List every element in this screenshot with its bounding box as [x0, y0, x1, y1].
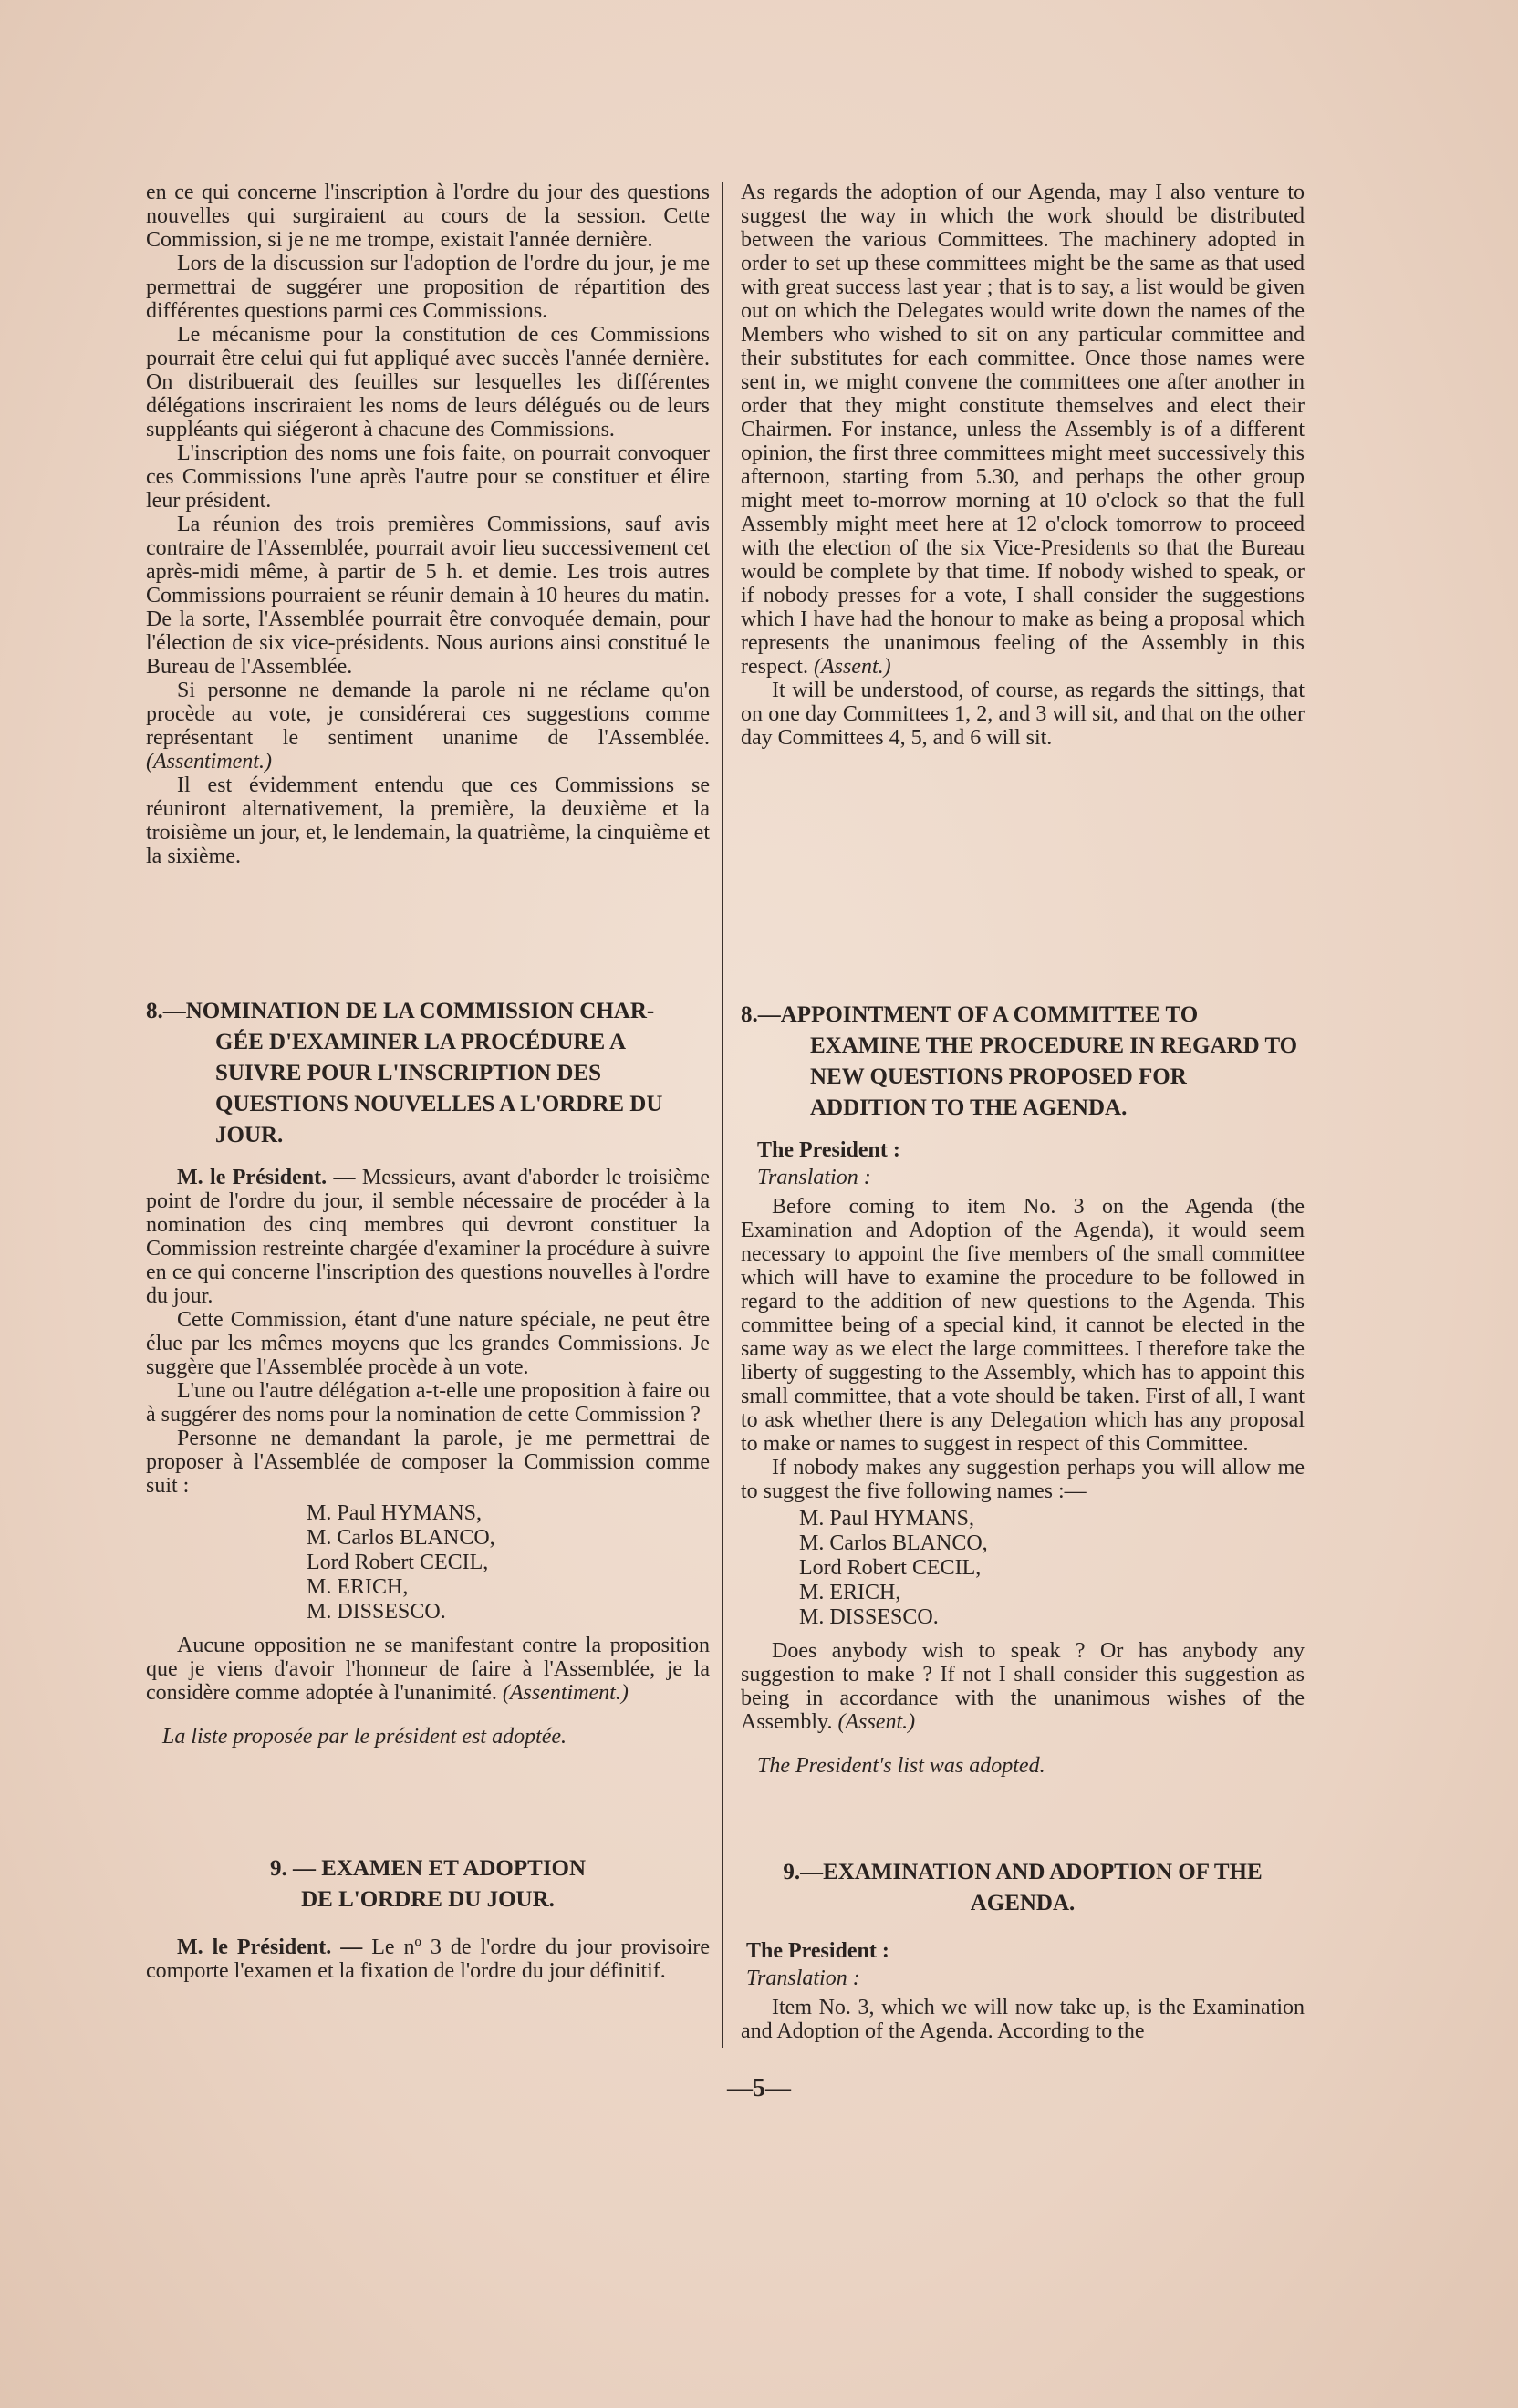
paragraph-text: Does anybody wish to speak ? Or has anybody any suggestion to make ? If not I shall consider this suggestion as being in accordance with the unanimous wishes of the Assembly.	[741, 1639, 1305, 1734]
page-number: —5—	[727, 2074, 791, 2102]
section-title-first: NOMINATION DE LA COMMISSION CHAR-	[185, 999, 655, 1023]
speaker-label: The President :	[746, 1939, 889, 1963]
paragraph: Le mécanisme pour la constitution de ces Commissions pourrait être celui qui fut appliqué avec succès l'année dernière. On distribuerait des feuilles sur lesquelles les différentes délégations inscriraient les noms de leurs délégués ou de leurs suppléants qui siégeront à chacune des Commissions.	[146, 323, 710, 441]
list-item: M. ERICH,	[307, 1575, 409, 1599]
paragraph	[146, 679, 710, 773]
english-section-9	[741, 1857, 1305, 2043]
section-title-line1: 9. — EXAMEN ET ADOPTION	[269, 1856, 587, 1881]
list-item: M. ERICH,	[799, 1581, 901, 1604]
speaker-label: M. le Président. —	[177, 1166, 356, 1189]
paragraph: Before coming to item No. 3 on the Agenda (the Examination and Adoption of the Agenda), it would seem necessary to appoint the five members of the small committee which will have to examine the procedure to be followed in regard to the addition of new questions to the Agenda. This committee being of a special kind, it cannot be elected in the same way as we elect the large committees. I therefore take the liberty of suggesting to the Assembly, which has to appoint this small committee, that a vote should be taken. First of all, I want to ask whether there is any Delegation which has any proposal to make or names to suggest in respect of this Committee.	[741, 1195, 1305, 1456]
speaker-label: The President :	[757, 1138, 900, 1162]
column-divider	[722, 182, 723, 2048]
list-adopted-note: La liste proposée par le président est adoptée.	[162, 1725, 567, 1749]
paragraph-text: Le nº 3 de l'ordre du jour provisoire comporte l'examen et la fixation de l'ordre du jour définitif.	[146, 1936, 710, 1983]
names-list	[146, 1501, 710, 1624]
english-section-8	[741, 1000, 1305, 1778]
paragraph: Il est évidemment entendu que ces Commissions se réuniront alternativement, la première, la deuxième et la troisième un jour, et, le lendemain, la quatrième, la cinquième et la sixième.	[146, 773, 710, 868]
assent-note: (Assent.)	[837, 1710, 916, 1734]
speaker-line	[741, 1939, 1305, 1963]
section-heading	[146, 996, 710, 1151]
list-item: Lord Robert CECIL,	[307, 1551, 489, 1574]
list-item: Lord Robert CECIL,	[799, 1556, 982, 1580]
french-section-8	[146, 996, 710, 1749]
paragraph: L'une ou l'autre délégation a-t-elle une proposition à faire ou à suggérer des noms pour la nomination de cette Commission ?	[146, 1379, 710, 1427]
paragraph	[741, 181, 1305, 679]
french-section-9	[146, 1853, 710, 1983]
assent-note: (Assentiment.)	[146, 750, 272, 773]
section-number: 8.—	[741, 1002, 781, 1027]
speaker-label: M. le Président. —	[177, 1936, 363, 1959]
list-item: M. Carlos BLANCO,	[799, 1531, 988, 1555]
paragraph: Personne ne demandant la parole, je me permettrai de proposer à l'Assemblée de composer la Commission comme suit :	[146, 1427, 710, 1498]
paragraph-text: Aucune opposition ne se manifestant contre la proposition que je viens d'avoir l'honneur de faire à l'Assemblée, je la considère comme adoptée à l'unanimité.	[146, 1634, 710, 1705]
list-item: M. DISSESCO.	[799, 1605, 939, 1629]
section-title-first: APPOINTMENT OF A COMMITTEE TO	[780, 1002, 1199, 1027]
paragraph	[741, 1639, 1305, 1734]
paragraph: If nobody makes any suggestion perhaps you will allow me to suggest the five following names :—	[741, 1456, 1305, 1503]
list-item: M. Paul HYMANS,	[799, 1507, 975, 1531]
paragraph: It will be understood, of course, as regards the sittings, that on one day Committees 1, 2, and 3 will sit, and that on the other day Committees 4, 5, and 6 will sit.	[741, 679, 1305, 750]
paragraph: en ce qui concerne l'inscription à l'ordre du jour des questions nouvelles qui surgiraient au cours de la session. Cette Commission, si je ne me trompe, existait l'année dernière.	[146, 181, 710, 252]
section-title-line2: DE L'ORDRE DU JOUR.	[301, 1887, 555, 1912]
paragraph: L'inscription des noms une fois faite, on pourrait convoquer ces Commissions l'une après l'autre pour se constituer et élire leur président.	[146, 441, 710, 513]
section-title-line2: AGENDA.	[970, 1891, 1076, 1915]
names-list	[741, 1507, 1305, 1630]
paragraph: Item No. 3, which we will now take up, is the Examination and Adoption of the Agenda. According to the	[741, 1996, 1305, 2043]
paragraph-text: As regards the adoption of our Agenda, may I also venture to suggest the way in which the work should be distributed between the various Committees. The machinery adopted in order to set up these committees might be the same as that used with great success last year ; that is to say, a list would be given out on which the Delegates would write down the names of the Members who wished to sit on any particular committee and their substitutes for each committee. Once those names were sent in, we might convene the committees one after another in order that they might constitute themselves and elect their Chairmen. For instance, unless the Assembly is of a different opinion, the first three committees might meet successively this afternoon, starting from 5.30, and perhaps the other group might meet to-morrow morning at 10 o'clock so that the full Assembly might meet here at 12 o'clock tomorrow to proceed with the election of the six Vice-Presidents so that the Bureau would be complete by that time. If nobody wished to speak, or if nobody presses for a vote, I shall consider the suggestions which I have had the honour to make as being a proposal which represents the unanimous feeling of the Assembly in this respect.	[741, 181, 1305, 679]
translation-label: Translation :	[757, 1166, 871, 1189]
list-item: M. Paul HYMANS,	[307, 1501, 483, 1525]
list-item: M. DISSESCO.	[307, 1600, 446, 1624]
paragraph	[146, 1936, 710, 1983]
paragraph: La réunion des trois premières Commissions, sauf avis contraire de l'Assemblée, pourrait avoir lieu successivement cet après-midi même, à partir de 5 h. et demie. Les trois autres Commissions pourraient se réunir demain à 10 heures du matin. De la sorte, l'Assemblée pourrait être convoquée demain, pour l'élection de six vice-présidents. Nous aurions ainsi constitué le Bureau de l'Assemblée.	[146, 513, 710, 679]
list-adopted-note: The President's list was adopted.	[757, 1754, 1045, 1778]
speaker-line	[741, 1138, 1305, 1162]
paragraph: Cette Commission, étant d'une nature spéciale, ne peut être élue par les mêmes moyens que les grandes Commissions. Je suggère que l'Assemblée procède à un vote.	[146, 1308, 710, 1379]
assent-note: (Assent.)	[813, 655, 891, 679]
list-item: M. Carlos BLANCO,	[307, 1526, 495, 1550]
french-intro	[146, 181, 710, 868]
paragraph-text: Si personne ne demande la parole ni ne réclame qu'on procède au vote, je considérerai ces suggestions comme représentant le sentiment unanime de l'Assemblée.	[146, 679, 710, 750]
paragraph	[146, 1166, 710, 1308]
assent-note: (Assentiment.)	[502, 1681, 629, 1705]
section-heading	[741, 1000, 1305, 1124]
paragraph	[146, 1634, 710, 1705]
section-number: 8.—	[146, 999, 186, 1023]
section-title-rest: GÉE D'EXAMINER LA PROCÉDURE A SUIVRE POUR L'INSCRIPTION DES QUESTIONS NOUVELLES A L'ORDRE DU JOUR.	[215, 1030, 663, 1147]
section-heading	[741, 1857, 1305, 1919]
section-title-line1: 9.—EXAMINATION AND ADOPTION OF THE	[783, 1860, 1263, 1884]
section-title-rest: EXAMINE THE PROCEDURE IN REGARD TO NEW QUESTIONS PROPOSED FOR ADDITION TO THE AGENDA.	[810, 1033, 1298, 1120]
paragraph-text: Messieurs, avant d'aborder le troisième point de l'ordre du jour, il semble nécessaire de procéder à la nomination des cinq membres qui devront constituer la Commission restreinte chargée d'examiner la procédure à suivre en ce qui concerne l'inscription des questions nouvelles à l'ordre du jour.	[146, 1166, 710, 1308]
paragraph: Lors de la discussion sur l'adoption de l'ordre du jour, je me permettrai de suggérer une proposition de répartition des différentes questions parmi ces Commissions.	[146, 252, 710, 323]
section-heading	[146, 1853, 710, 1915]
translation-label: Translation :	[746, 1967, 860, 1990]
english-intro	[741, 181, 1305, 750]
